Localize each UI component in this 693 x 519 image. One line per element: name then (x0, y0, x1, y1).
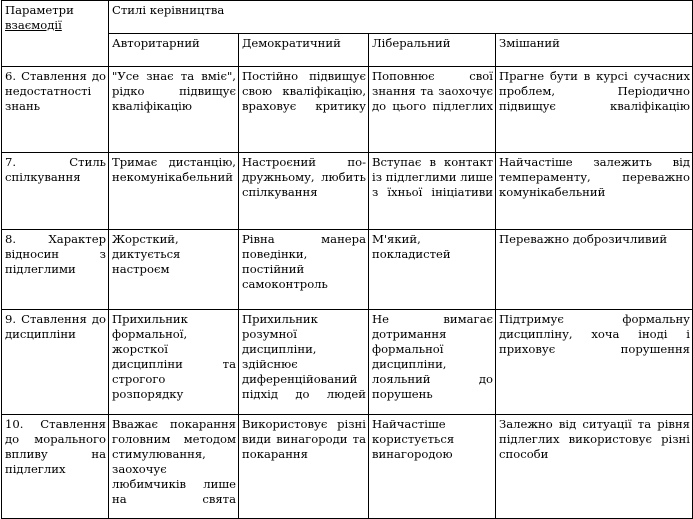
row-cell-authoritarian: Тримає дистанцію, некомунікабельний (109, 153, 239, 230)
row-cell-democratic: Використовує різні види винагороди та покарання (239, 415, 369, 519)
table-row (2, 153, 693, 230)
row-param-cell: 6. Ставлення до недостатності знань (2, 67, 109, 153)
row-cell-liberal: Не вимагає дотримання формальної дисципліни, лояльний до порушень (369, 310, 496, 415)
row-cell-mixed: Підтримує формальну дисципліну, хоча іноді і приховує порушення (496, 310, 693, 415)
table-row (2, 67, 693, 153)
header-styles-cell (109, 1, 693, 34)
row-cell-authoritarian: Вважає покарання головним методом стимулювання, заохочує любимчиків лише на свята (109, 415, 239, 519)
header-params-line1: Параметри (5, 3, 74, 17)
row-cell-democratic: Прихильник розумної дисципліни, здійснює диференційований підхід до людей (239, 310, 369, 415)
management-styles-table (1, 0, 693, 519)
row-cell-mixed: Переважно доброзичливий (496, 230, 693, 310)
row-param-cell: 8. Характер відносин з підлеглими (2, 230, 109, 310)
row-cell-authoritarian: Жорсткий, диктується настроєм (109, 230, 239, 310)
header-row (2, 1, 693, 34)
row-cell-democratic: Постійно підвищує свою кваліфікацію, враховує критику (239, 67, 369, 153)
header-params-line2: взаємодії (5, 18, 62, 32)
row-cell-democratic: Настроєний по-дружньому, любить спілкування (239, 153, 369, 230)
table-row (2, 415, 693, 519)
row-param-cell: 7. Стиль спілкування (2, 153, 109, 230)
table-row (2, 230, 693, 310)
row-cell-liberal: Найчастіше користується винагородою (369, 415, 496, 519)
row-cell-mixed: Прагне бути в курсі сучасних проблем, Періодично підвищує кваліфікацію (496, 67, 693, 153)
row-cell-liberal: М'який, покладистей (369, 230, 496, 310)
row-cell-authoritarian: "Усе знає та вміє", рідко підвищує кваліфікацію (109, 67, 239, 153)
column-header-liberal: Ліберальний (369, 34, 496, 67)
row-cell-liberal: Поповнює свої знання та заохочує до цього підлеглих (369, 67, 496, 153)
column-header-mixed: Змішаний (496, 34, 693, 67)
row-cell-mixed: Залежно від ситуації та рівня підлеглих використовує різні способи (496, 415, 693, 519)
row-cell-liberal: Вступає в контакт із підлеглими лише з їхньої ініціативи (369, 153, 496, 230)
row-param-cell: 9. Ставлення до дисципліни (2, 310, 109, 415)
row-cell-mixed: Найчастіше залежить від темпераменту, переважно комунікабельний (496, 153, 693, 230)
row-cell-democratic: Рівна манера поведінки, постійний самоконтроль (239, 230, 369, 310)
row-param-cell: 10. Ставлення до морального впливу на підлеглих (2, 415, 109, 519)
header-params-cell (2, 1, 109, 67)
table-row (2, 310, 693, 415)
header-styles-label: Стилі керівництва (112, 3, 225, 17)
column-header-democratic: Демократичний (239, 34, 369, 67)
row-cell-authoritarian: Прихильник формальної, жорсткої дисципліни та строгого розпорядку (109, 310, 239, 415)
column-header-authoritarian: Авторитарний (109, 34, 239, 67)
